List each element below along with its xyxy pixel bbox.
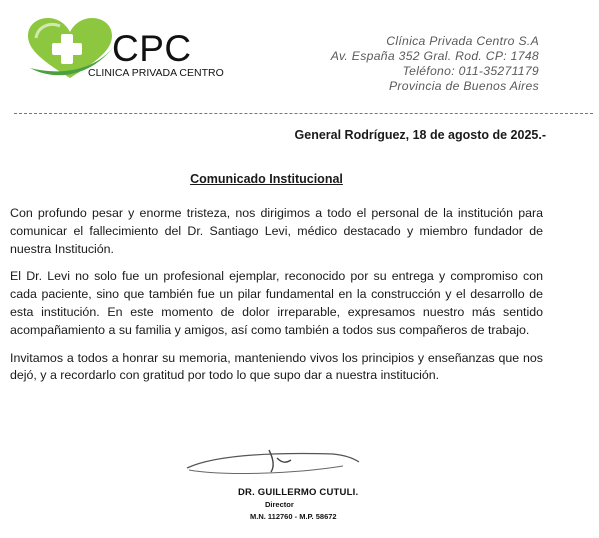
logo-brand-text: CPC: [112, 28, 192, 69]
clinic-address: Av. España 352 Gral. Rod. CP: 1748: [330, 49, 539, 63]
paragraph: Invitamos a todos a honrar su memoria, manteniendo vivos los principios y enseñanzas que nos dejó, y a recordarlo con gratitud por todo lo que supo dar a nuestra institución.: [10, 350, 543, 383]
handwritten-signature: [183, 446, 363, 486]
header-divider: [14, 113, 593, 114]
clinic-name: Clínica Privada Centro S.A: [386, 34, 539, 48]
document-date: General Rodríguez, 18 de agosto de 2025.-: [294, 128, 546, 142]
signatory-role: Director: [265, 500, 294, 509]
clinic-phone: Teléfono: 011-35271179: [402, 64, 539, 78]
document-body: [10, 205, 543, 395]
clinic-logo: [26, 16, 238, 86]
signatory-name: DR. GUILLERMO CUTULI.: [238, 487, 359, 498]
signatory-license: M.N. 112760 - M.P. 58672: [250, 512, 337, 521]
clinic-info-block: [331, 34, 539, 94]
paragraph: Con profundo pesar y enorme tristeza, nos dirigimos a todo el personal de la institución para comunicar el fallecimiento del Dr. Santiago Levi, médico destacado y miembro fundador de nuestra Institución.: [10, 206, 543, 256]
logo-tagline: CLINICA PRIVADA CENTRO: [88, 67, 224, 79]
document-title: Comunicado Institucional: [190, 172, 343, 186]
paragraph: El Dr. Levi no solo fue un profesional ejemplar, reconocido por su entrega y compromiso con cada paciente, sino que también fue un pilar fundamental en la construcción y el desarrollo de esta institución. En este momento de dolor irreparable, expresamos nuestro más sentido acompañamiento a su familia y amigos, así como también a todos sus compañeros de trabajo.: [10, 269, 543, 337]
clinic-province: Provincia de Buenos Aires: [389, 79, 539, 93]
